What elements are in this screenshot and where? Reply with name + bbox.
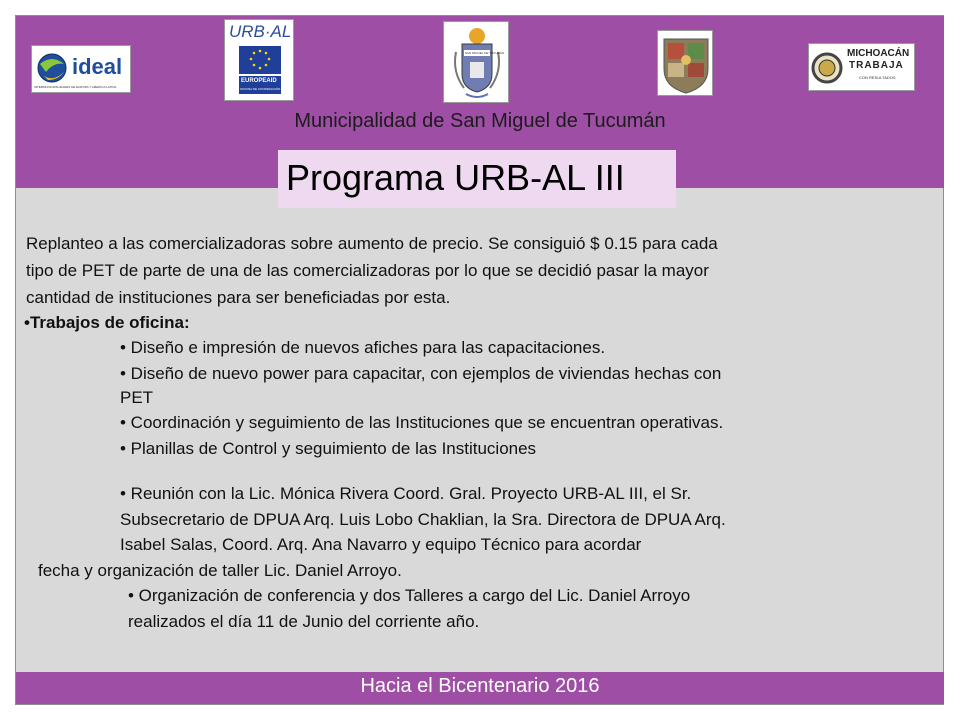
ideal-logo-subtext: INTERMUNICIPALIDADES DE EUROPA Y AMERICA LATINA <box>34 85 117 89</box>
michoacan-line3: CON RESULTADOS <box>859 75 896 80</box>
page-title: Programa URB-AL III <box>286 157 625 198</box>
bullet-item: • Coordinación y seguimiento de las Instituciones que se encuentran operativas. <box>120 413 724 432</box>
michoacan-line2: TRABAJA <box>849 60 904 71</box>
coat-of-arms-icon <box>658 31 713 96</box>
michoacan-line1: MICHOACÁN <box>847 48 910 59</box>
bullet-item-continuation: fecha y organización de taller Lic. Daniel Arroyo. <box>38 561 402 580</box>
bullet-item: • Organización de conferencia y dos Talleres a cargo del Lic. Daniel Arroyo <box>128 586 691 605</box>
ideal-logo <box>31 45 131 93</box>
bullet-item-continuation: Isabel Salas, Coord. Arq. Ana Navarro y equipo Técnico para acordar <box>120 535 642 554</box>
tucuman-seal-logo <box>443 21 509 103</box>
municipality-name: Municipalidad de San Miguel de Tucumán <box>294 110 666 132</box>
bullet-item: • Reunión con la Lic. Mónica Rivera Coord. Gral. Proyecto URB-AL III, el Sr. <box>120 484 692 503</box>
footer-text: Hacia el Bicentenario 2016 <box>360 675 600 697</box>
bullet-item-continuation: Subsecretario de DPUA Arq. Luis Lobo Chaklian, la Sra. Directora de DPUA Arq. <box>120 510 726 529</box>
paragraph-line: cantidad de instituciones para ser beneficiadas por esta. <box>26 288 451 307</box>
bullet-item: • Diseño e impresión de nuevos afiches para las capacitaciones. <box>120 338 606 357</box>
bullet-item: • Diseño de nuevo power para capacitar, con ejemplos de viviendas hechas con <box>120 364 722 383</box>
ideal-logo-text: ideal <box>72 54 123 79</box>
paragraph-line: Replanteo a las comercializadoras sobre aumento de precio. Se consiguió $ 0.15 para cada <box>26 234 718 253</box>
urbal-logo-label2: OFICINA DE COOPERACIÓN <box>240 87 281 91</box>
urbal-logo-text: URB·AL <box>229 22 292 41</box>
tucuman-seal-text: SAN MIGUEL DE TUCUMAN <box>465 51 505 55</box>
michoacan-logo <box>808 43 915 91</box>
bullet-item: • Planillas de Control y seguimiento de las Instituciones <box>120 439 537 458</box>
seal-icon <box>444 22 509 103</box>
paragraph-line: tipo de PET de parte de una de las comercializadoras por lo que se decidió pasar la mayor <box>26 261 709 280</box>
coat-of-arms-logo <box>657 30 713 96</box>
title-box <box>278 150 676 208</box>
bullet-item-continuation: PET <box>120 388 154 407</box>
bullet-item-continuation: realizados el día 11 de Junio del corriente año. <box>128 612 480 631</box>
urbal-logo <box>224 19 294 101</box>
section-heading: •Trabajos de oficina: <box>24 313 190 332</box>
urbal-logo-label1: EUROPEAID <box>241 78 277 84</box>
